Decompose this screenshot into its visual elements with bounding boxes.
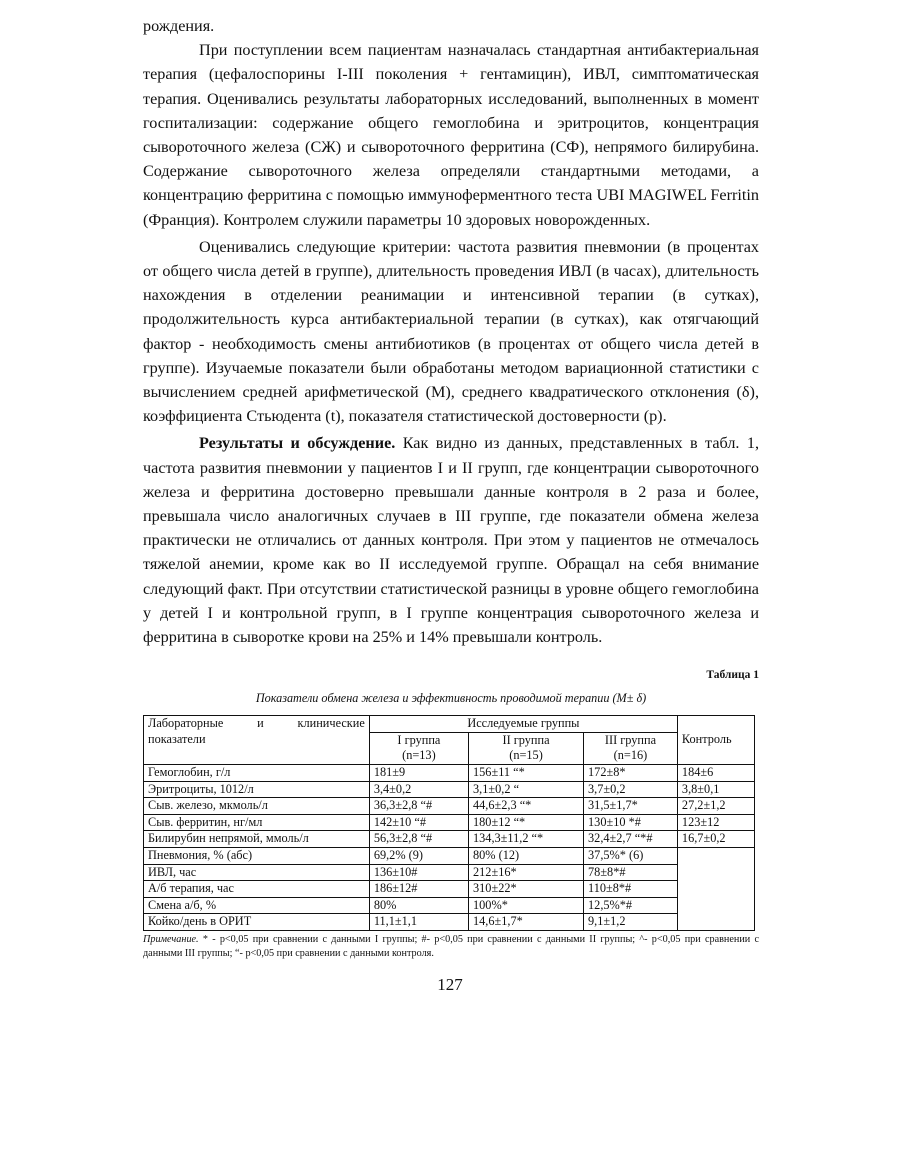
cell-g3: 3,7±0,2: [584, 781, 678, 798]
header-group-1: I группа (n=13): [369, 732, 468, 764]
document-page: [143, 14, 759, 961]
header-indicators-word1: Лабораторные: [148, 716, 224, 731]
cell-control: 3,8±0,1: [677, 781, 754, 798]
cell-g2: 3,1±0,2 “: [469, 781, 584, 798]
header-control: Контроль: [677, 716, 754, 765]
cell-g2: 180±12 “*: [469, 814, 584, 831]
cell-g2: 310±22*: [469, 881, 584, 898]
page-number: 127: [437, 975, 463, 994]
cell-g3: 37,5%* (6): [584, 848, 678, 865]
cell-label: Билирубин непрямой, ммоль/л: [144, 831, 370, 848]
cell-g3: 172±8*: [584, 765, 678, 782]
table-body: [144, 765, 755, 931]
table-row: [144, 781, 755, 798]
table-row: [144, 765, 755, 782]
cell-label: ИВЛ, час: [144, 864, 370, 881]
cell-g2: 14,6±1,7*: [469, 914, 584, 931]
results-heading: Результаты и обсуждение.: [199, 434, 396, 453]
table-caption: Показатели обмена железа и эффективность проводимой терапии (M± δ): [255, 691, 647, 706]
table-number: Таблица 1: [706, 669, 759, 682]
results-text: Как видно из данных, представленных в табл. 1, частота развития пневмонии у пациентов I и II групп, где концентрации сывороточного железа и ферритина достоверно превышали данные контроля в 2 раза и более, превышала число аналогичных случаев в III группе, где показатели обмена железа практически не отличались от данных контроля. При этом у пациентов не отмечалось тяжелой анемии, кроме как во II исследуемой группе. Обращал на себя внимание следующий факт. При отсутствии статистической разницы в уровне общего гемоглобина у детей I и контрольной групп, в I группе концентрация сывороточного железа и ферритина в сыворотке крови на 25% и 14% превышали контроль.: [143, 434, 760, 647]
header-indicators-line2: показатели: [148, 731, 206, 746]
table-row: [144, 881, 755, 898]
paragraph-3: [143, 431, 759, 649]
cell-control: 184±6: [677, 765, 754, 782]
cell-g2: 134,3±11,2 “*: [469, 831, 584, 848]
cell-g3: 31,5±1,7*: [584, 798, 678, 815]
header-group-2: II группа (n=15): [469, 732, 584, 764]
cell-control-empty: [677, 848, 754, 931]
cell-label: Койко/день в ОРИТ: [144, 914, 370, 931]
cell-g3: 12,5%*#: [584, 897, 678, 914]
cell-g1: 36,3±2,8 “#: [369, 798, 468, 815]
paragraph-2: Оценивались следующие критерии: частота развития пневмонии (в процентах от общего числа детей в группе), длительность проведения ИВЛ (в часах), длительность нахождения в отделении реанимации и интенсивной терапии (в сутках), продолжительность курса антибактериальной терапии (в сутках), как отягчающий фактор - необходимость смены антибиотиков (в процентах от общего числа детей в группе). Изучаемые показатели были обработаны методом вариационной статистики с вычислением средней арифметической (M), среднего квадратического отклонения (δ), коэффициента Стьюдента (t), показателя статистической достоверности (p).: [143, 237, 759, 426]
cell-g2: 44,6±2,3 “*: [469, 798, 584, 815]
cell-g2: 80% (12): [469, 848, 584, 865]
cell-g1: 3,4±0,2: [369, 781, 468, 798]
cell-label: Пневмония, % (абс): [144, 848, 370, 865]
header-indicators: [144, 716, 370, 765]
cell-control: 27,2±1,2: [677, 798, 754, 815]
cell-g3: 78±8*#: [584, 864, 678, 881]
cell-g1: 136±10#: [369, 864, 468, 881]
table-row: [144, 814, 755, 831]
paragraph-1: При поступлении всем пациентам назначалась стандартная антибактериальная терапия (цефалоспорины I-III поколения + гентамицин), ИВЛ, симптоматическая терапия. Оценивались результаты лабораторных исследований, выполненных в момент госпитализации: содержание общего гемоглобина и эритроцитов, концентрация сывороточного железа (СЖ) и сывороточного ферритина (СФ), непрямого билирубина. Содержание сывороточного железа определяли стандартными методами, а концентрацию ферритина с помощью иммуноферментного теста UBI MAGIWEL Ferritin (Франция). Контролем служили параметры 10 здоровых новорожденных.: [143, 41, 759, 229]
table-row: [144, 798, 755, 815]
table-row: [144, 831, 755, 848]
cell-control: 16,7±0,2: [677, 831, 754, 848]
table-row: [144, 848, 755, 865]
cell-label: Гемоглобин, г/л: [144, 765, 370, 782]
header-indicators-word2: и: [257, 716, 264, 731]
cell-g2: 100%*: [469, 897, 584, 914]
header-group-3: III группа (n=16): [584, 732, 678, 764]
table-row: [144, 864, 755, 881]
note-label: Примечание.: [143, 934, 199, 945]
cell-g1: 69,2% (9): [369, 848, 468, 865]
cell-g3: 9,1±1,2: [584, 914, 678, 931]
cell-g2: 156±11 “*: [469, 765, 584, 782]
cell-label: Сыв. ферритин, нг/мл: [144, 814, 370, 831]
table-row: [144, 914, 755, 931]
header-indicators-word3: клинические: [297, 716, 365, 731]
data-table: [143, 715, 755, 931]
cell-label: А/б терапия, час: [144, 881, 370, 898]
cell-g1: 186±12#: [369, 881, 468, 898]
table-note: [143, 933, 759, 961]
cell-g2: 212±16*: [469, 864, 584, 881]
cell-label: Эритроциты, 1012/л: [144, 781, 370, 798]
note-text: * - p<0,05 при сравнении с данными I группы; #- p<0,05 при сравнении с данными II группы; ^- p<0,05 при сравнении с данными III группы; “- p<0,05 при сравнении с данными контроля.: [143, 934, 759, 959]
table-header-row: [144, 716, 755, 733]
cell-label: Смена а/б, %: [144, 897, 370, 914]
cell-g3: 110±8*#: [584, 881, 678, 898]
cell-g1: 11,1±1,1: [369, 914, 468, 931]
cell-g1: 142±10 “#: [369, 814, 468, 831]
cell-control: 123±12: [677, 814, 754, 831]
table-row: [144, 897, 755, 914]
cell-g1: 181±9: [369, 765, 468, 782]
cell-g1: 80%: [369, 897, 468, 914]
cell-g3: 32,4±2,7 “*#: [584, 831, 678, 848]
paragraph-0: рождения.: [143, 17, 215, 35]
cell-g1: 56,3±2,8 “#: [369, 831, 468, 848]
cell-g3: 130±10 *#: [584, 814, 678, 831]
cell-label: Сыв. железо, мкмоль/л: [144, 798, 370, 815]
header-groups: Исследуемые группы: [369, 716, 677, 733]
